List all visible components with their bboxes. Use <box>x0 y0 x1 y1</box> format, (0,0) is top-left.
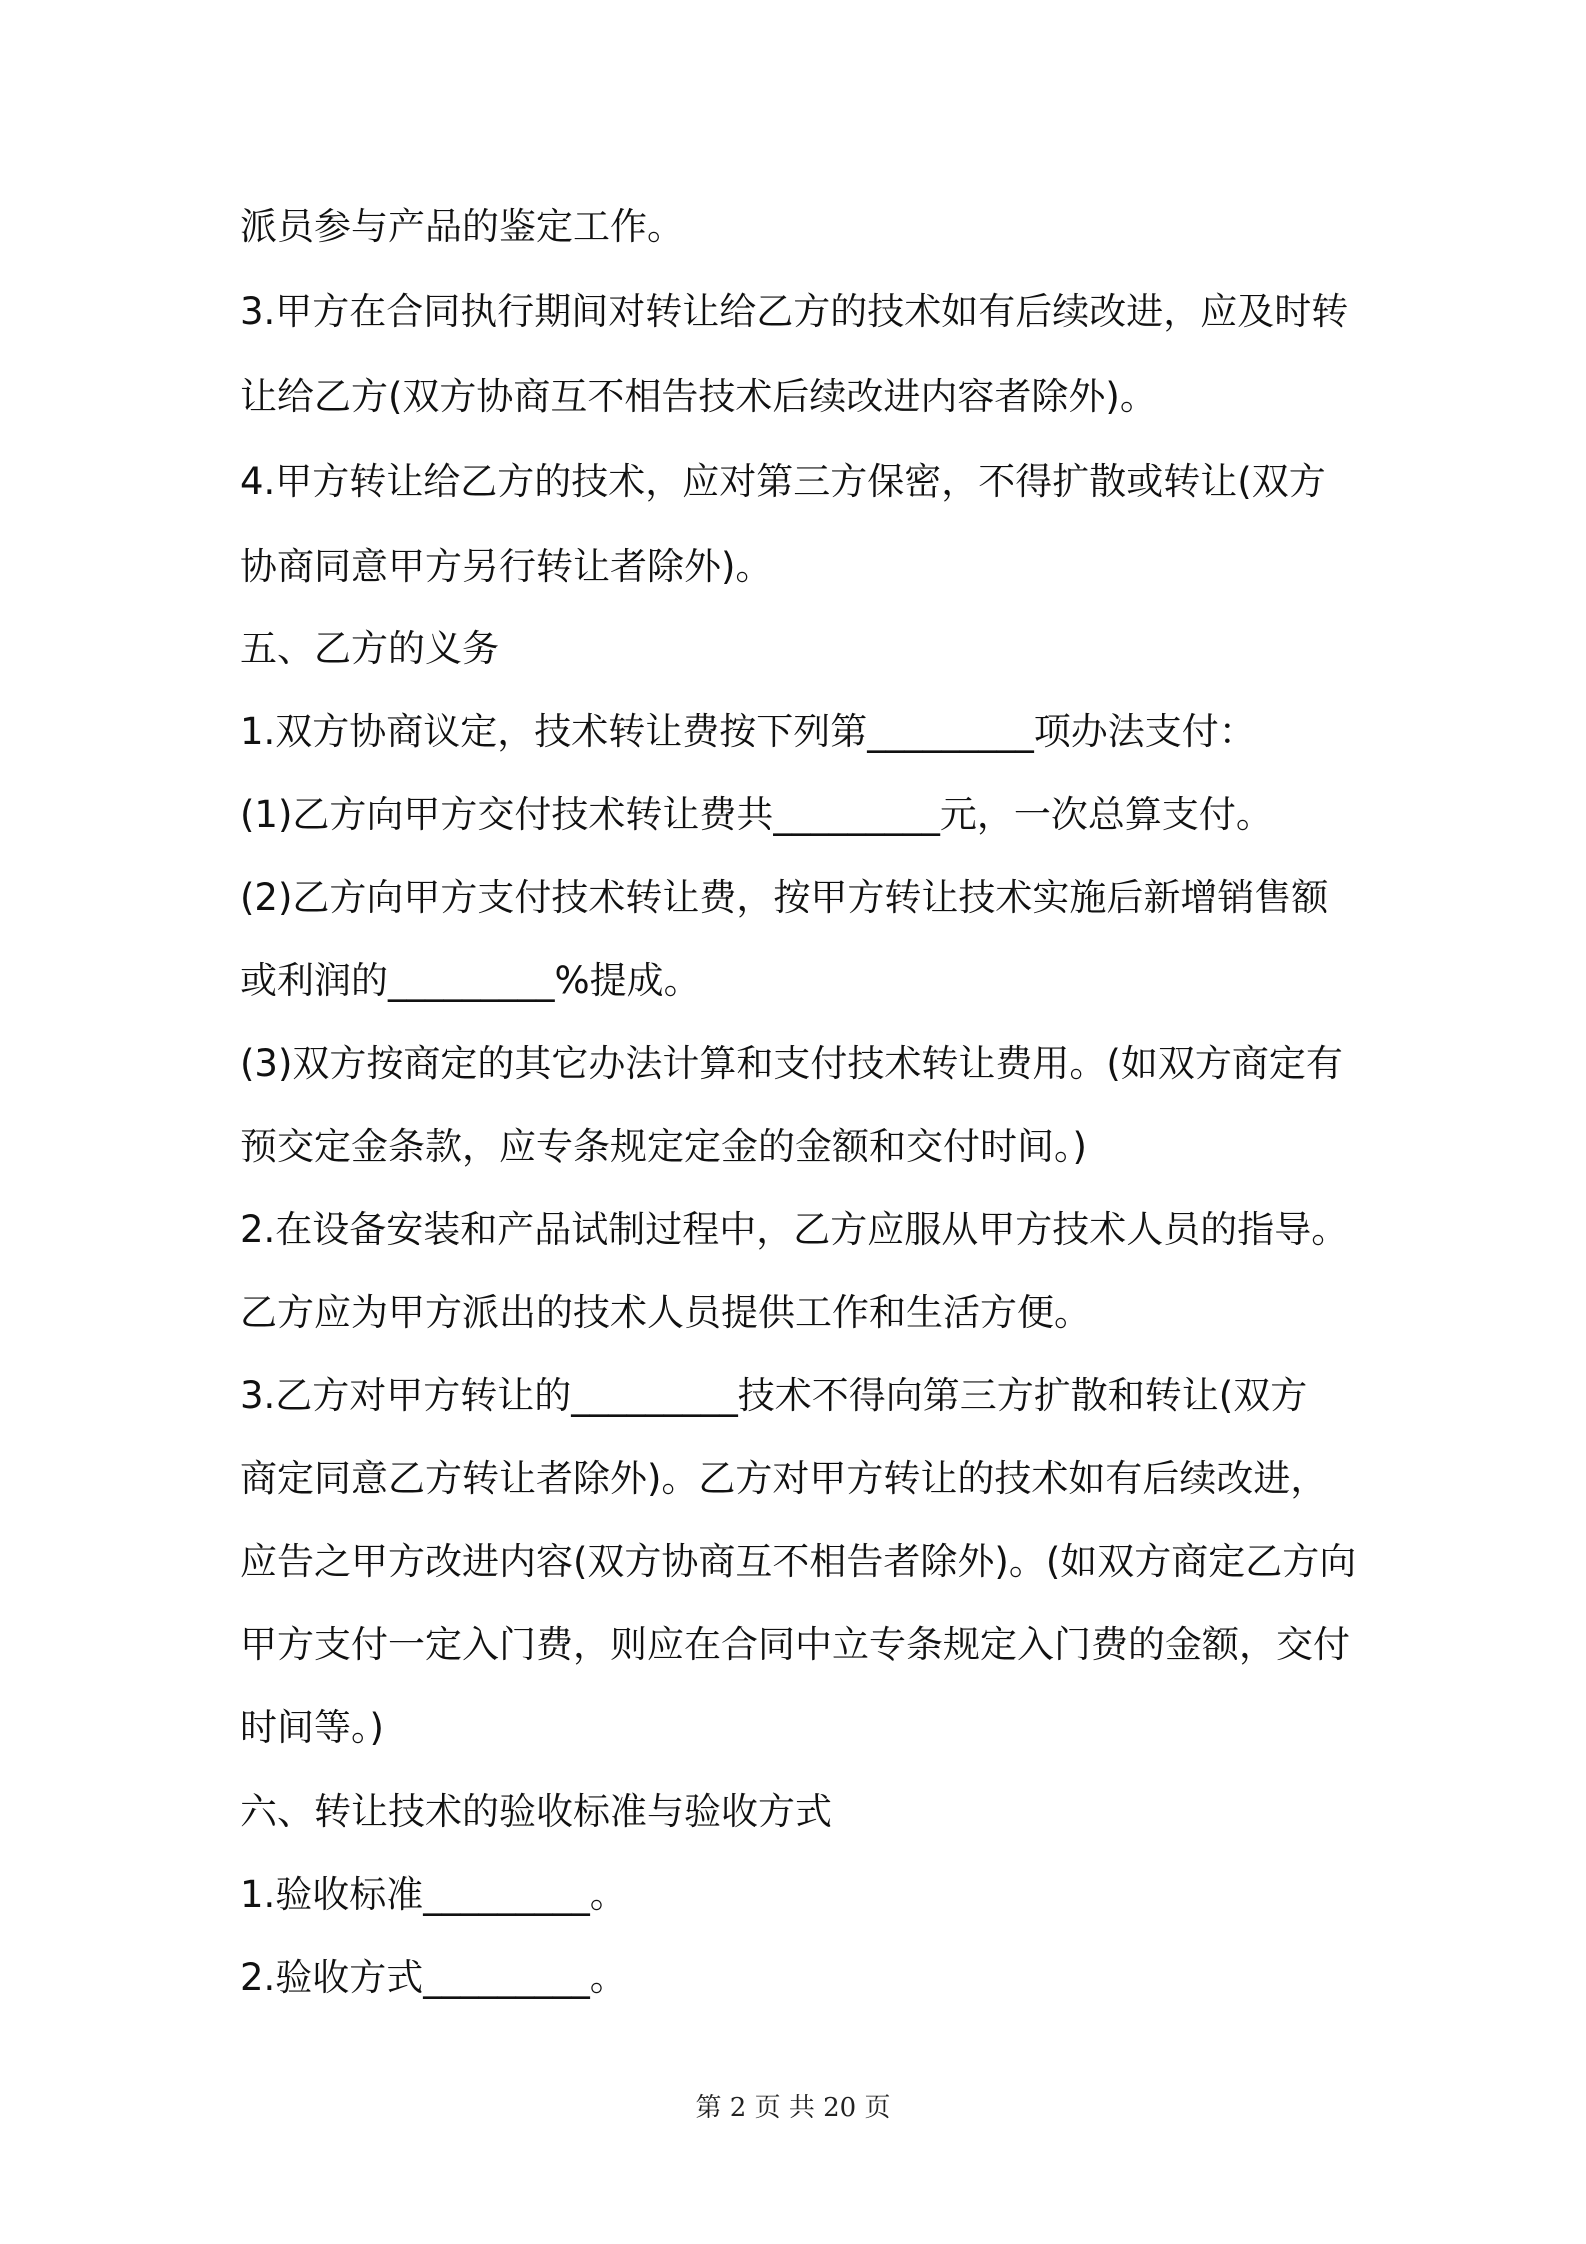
text-line: 4.甲方转让给乙方的技术，应对第三方保密，不得扩散或转让(双方 <box>240 460 1326 503</box>
text-line: 应告之甲方改进内容(双方协商互不相告者除外)。(如双方商定乙方向 <box>240 1540 1357 1583</box>
text-line: (1)乙方向甲方交付技术转让费共_________元，一次总算支付。 <box>240 793 1273 836</box>
text-line: 2.在设备安装和产品试制过程中，乙方应服从甲方技术人员的指导。 <box>240 1208 1349 1251</box>
page-footer <box>0 2092 1586 2124</box>
text-line: 或利润的_________%提成。 <box>240 959 701 1002</box>
text-line: 1.验收标准_________。 <box>240 1873 627 1916</box>
page-number: 第 2 页 共 20 页 <box>695 2093 891 2123</box>
text-line: 让给乙方(双方协商互不相告技术后续改进内容者除外)。 <box>240 375 1157 418</box>
document-body <box>240 0 1360 2244</box>
text-line: 协商同意甲方另行转让者除外)。 <box>240 545 773 588</box>
text-line: 甲方支付一定入门费，则应在合同中立专条规定入门费的金额，交付 <box>240 1623 1350 1666</box>
section-heading: 五、乙方的义务 <box>240 627 499 670</box>
text-line: (2)乙方向甲方支付技术转让费，按甲方转让技术实施后新增销售额 <box>240 876 1329 919</box>
text-line: 3.甲方在合同执行期间对转让给乙方的技术如有后续改进，应及时转 <box>240 290 1349 333</box>
text-line: 预交定金条款，应专条规定定金的金额和交付时间。) <box>240 1125 1087 1168</box>
text-line: (3)双方按商定的其它办法计算和支付技术转让费用。(如双方商定有 <box>240 1042 1343 1085</box>
text-line: 1.双方协商议定，技术转让费按下列第_________项办法支付： <box>240 710 1256 753</box>
text-line: 乙方应为甲方派出的技术人员提供工作和生活方便。 <box>240 1291 1091 1334</box>
text-line: 派员参与产品的鉴定工作。 <box>240 205 684 248</box>
text-line: 3.乙方对甲方转让的_________技术不得向第三方扩散和转让(双方 <box>240 1374 1308 1417</box>
section-heading: 六、转让技术的验收标准与验收方式 <box>240 1790 832 1833</box>
text-line: 时间等。) <box>240 1706 384 1749</box>
text-line: 商定同意乙方转让者除外)。乙方对甲方转让的技术如有后续改进， <box>240 1457 1328 1500</box>
text-line: 2.验收方式_________。 <box>240 1956 627 1999</box>
